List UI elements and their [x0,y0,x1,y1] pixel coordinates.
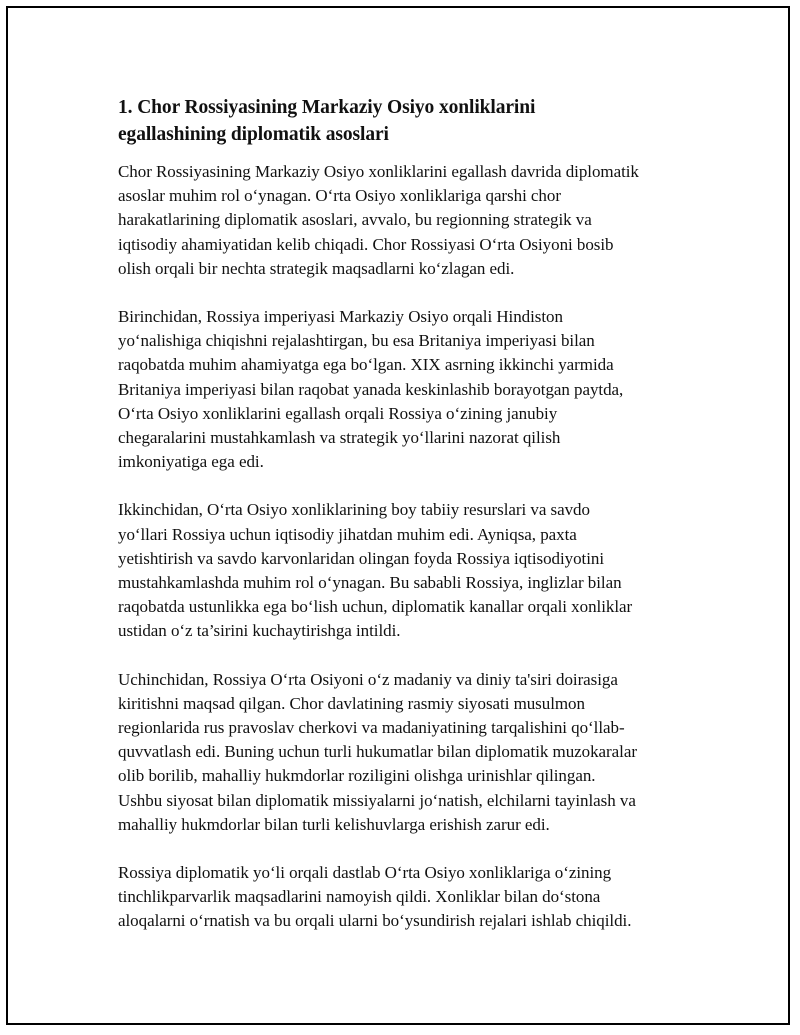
text-line: ustidan o‘z ta’sirini kuchaytirishga intildi. [118,621,401,641]
text-line: Uchinchidan, Rossiya O‘rta Osiyoni o‘z madaniy va diniy ta'siri doirasiga [118,669,618,689]
text-line: asoslar muhim rol o‘ynagan. O‘rta Osiyo xonliklariga qarshi chor [118,186,561,206]
text-line: imkoniyatiga ega edi. [118,452,264,472]
paragraph-4 [118,668,693,837]
text-line: aloqalarni o‘rnatish va bu orqali ularni bo‘ysundirish rejalari ishlab chiqildi. [118,911,632,931]
text-line: olish orqali bir nechta strategik maqsadlarni ko‘zlagan edi. [118,258,515,278]
text-line: Chor Rossiyasining Markaziy Osiyo xonliklarini egallash davrida diplomatik [118,162,639,181]
text-line: chegaralarini mustahkamlash va strategik yo‘llarini nazorat qilish [118,428,561,448]
text-line: raqobatda muhim ahamiyatga ega bo‘lgan. XIX asrning ikkinchi yarmida [118,355,614,375]
paragraph-1 [118,160,693,281]
text-line: quvvatlash edi. Buning uchun turli hukumatlar bilan diplomatik muzokaralar [118,742,637,762]
text-line: harakatlarining diplomatik asoslari, avvalo, bu regionning strategik va [118,210,592,230]
text-line: yo‘llari Rossiya uchun iqtisodiy jihatdan muhim edi. Ayniqsa, paxta [118,524,577,544]
text-line: olib borilib, mahalliy hukmdorlar roziligini olishga urinishlar qilingan. [118,766,596,786]
text-line: Ikkinchidan, O‘rta Osiyo xonliklarining boy tabiiy resurslari va savdo [118,500,590,520]
document-body [118,94,693,958]
text-line: raqobatda ustunlikka ega bo‘lish uchun, diplomatik kanallar orqali xonliklar [118,597,633,617]
text-line: Ushbu siyosat bilan diplomatik missiyalarni jo‘natish, elchilarni tayinlash va [118,790,636,810]
text-line: Rossiya diplomatik yo‘li orqali dastlab O‘rta Osiyo xonliklariga o‘zining [118,863,612,883]
text-line: yo‘nalishiga chiqishni rejalashtirgan, bu esa Britaniya imperiyasi bilan [118,331,595,351]
paragraph-3 [118,498,693,643]
heading-line: 1. Chor Rossiyasining Markaziy Osiyo xonliklarini [118,97,536,118]
text-line: mustahkamlashda muhim rol o‘ynagan. Bu sababli Rossiya, inglizlar bilan [118,573,622,593]
text-line: Birinchidan, Rossiya imperiyasi Markaziy Osiyo orqali Hindiston [118,307,563,327]
text-line: iqtisodiy ahamiyatidan kelib chiqadi. Chor Rossiyasi O‘rta Osiyoni bosib [118,234,614,254]
text-line: yetishtirish va savdo karvonlaridan olingan foyda Rossiya iqtisodiyotini [118,548,605,568]
text-line: regionlarida rus pravoslav cherkovi va madaniyatining tarqalishini qo‘llab- [118,718,625,738]
text-line: O‘rta Osiyo xonliklarini egallash orqali Rossiya o‘zining janubiy [118,403,558,423]
paragraph-2 [118,305,693,474]
heading-line: egallashining diplomatik asoslari [118,124,389,145]
text-line: tinchlikparvarlik maqsadlarini namoyish qildi. Xonliklar bilan do‘stona [118,887,601,907]
text-line: kiritishni maqsad qilgan. Chor davlatining rasmiy siyosati musulmon [118,693,585,713]
text-line: Britaniya imperiyasi bilan raqobat yanada keskinlashib borayotgan paytda, [118,379,624,399]
text-line: mahalliy hukmdorlar bilan turli kelishuvlarga erishish zarur edi. [118,814,550,834]
section-heading [118,94,693,148]
paragraph-5 [118,861,693,934]
